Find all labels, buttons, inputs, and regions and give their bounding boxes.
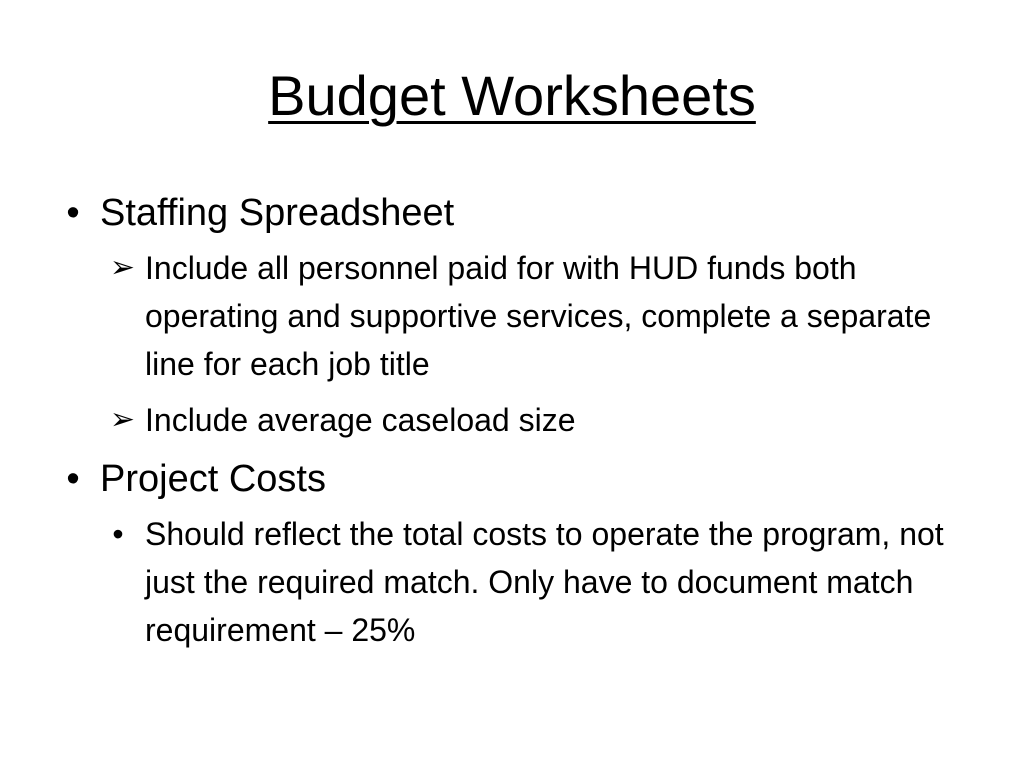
- sub-bullet-personnel: [100, 244, 958, 388]
- bullet-dot-icon: •: [112, 516, 124, 552]
- sub-bullet-caseload: [100, 396, 958, 444]
- sub-bullet-total-costs: [100, 510, 958, 654]
- bullet-dot-icon: •: [66, 458, 80, 500]
- bullet-project-costs: [58, 452, 958, 506]
- slide-title: Budget Worksheets: [268, 64, 756, 127]
- sub-bullet-text: Include average caseload size: [145, 402, 576, 438]
- arrow-bullet-icon: ➢: [109, 251, 136, 284]
- bullet-staffing-spreadsheet: [58, 186, 958, 240]
- sub-bullet-text: Include all personnel paid for with HUD funds both operating and supportive services, complete a separate line for each job title: [145, 250, 932, 382]
- bullet-dot-icon: •: [66, 192, 80, 234]
- bullet-text: Project Costs: [100, 458, 326, 500]
- bullet-text: Staffing Spreadsheet: [100, 192, 455, 234]
- slide-content: [58, 186, 958, 662]
- sub-bullet-text: Should reflect the total costs to operate the program, not just the required match. Only have to document match requirement – 25%: [145, 516, 944, 648]
- arrow-bullet-icon: ➢: [109, 403, 136, 436]
